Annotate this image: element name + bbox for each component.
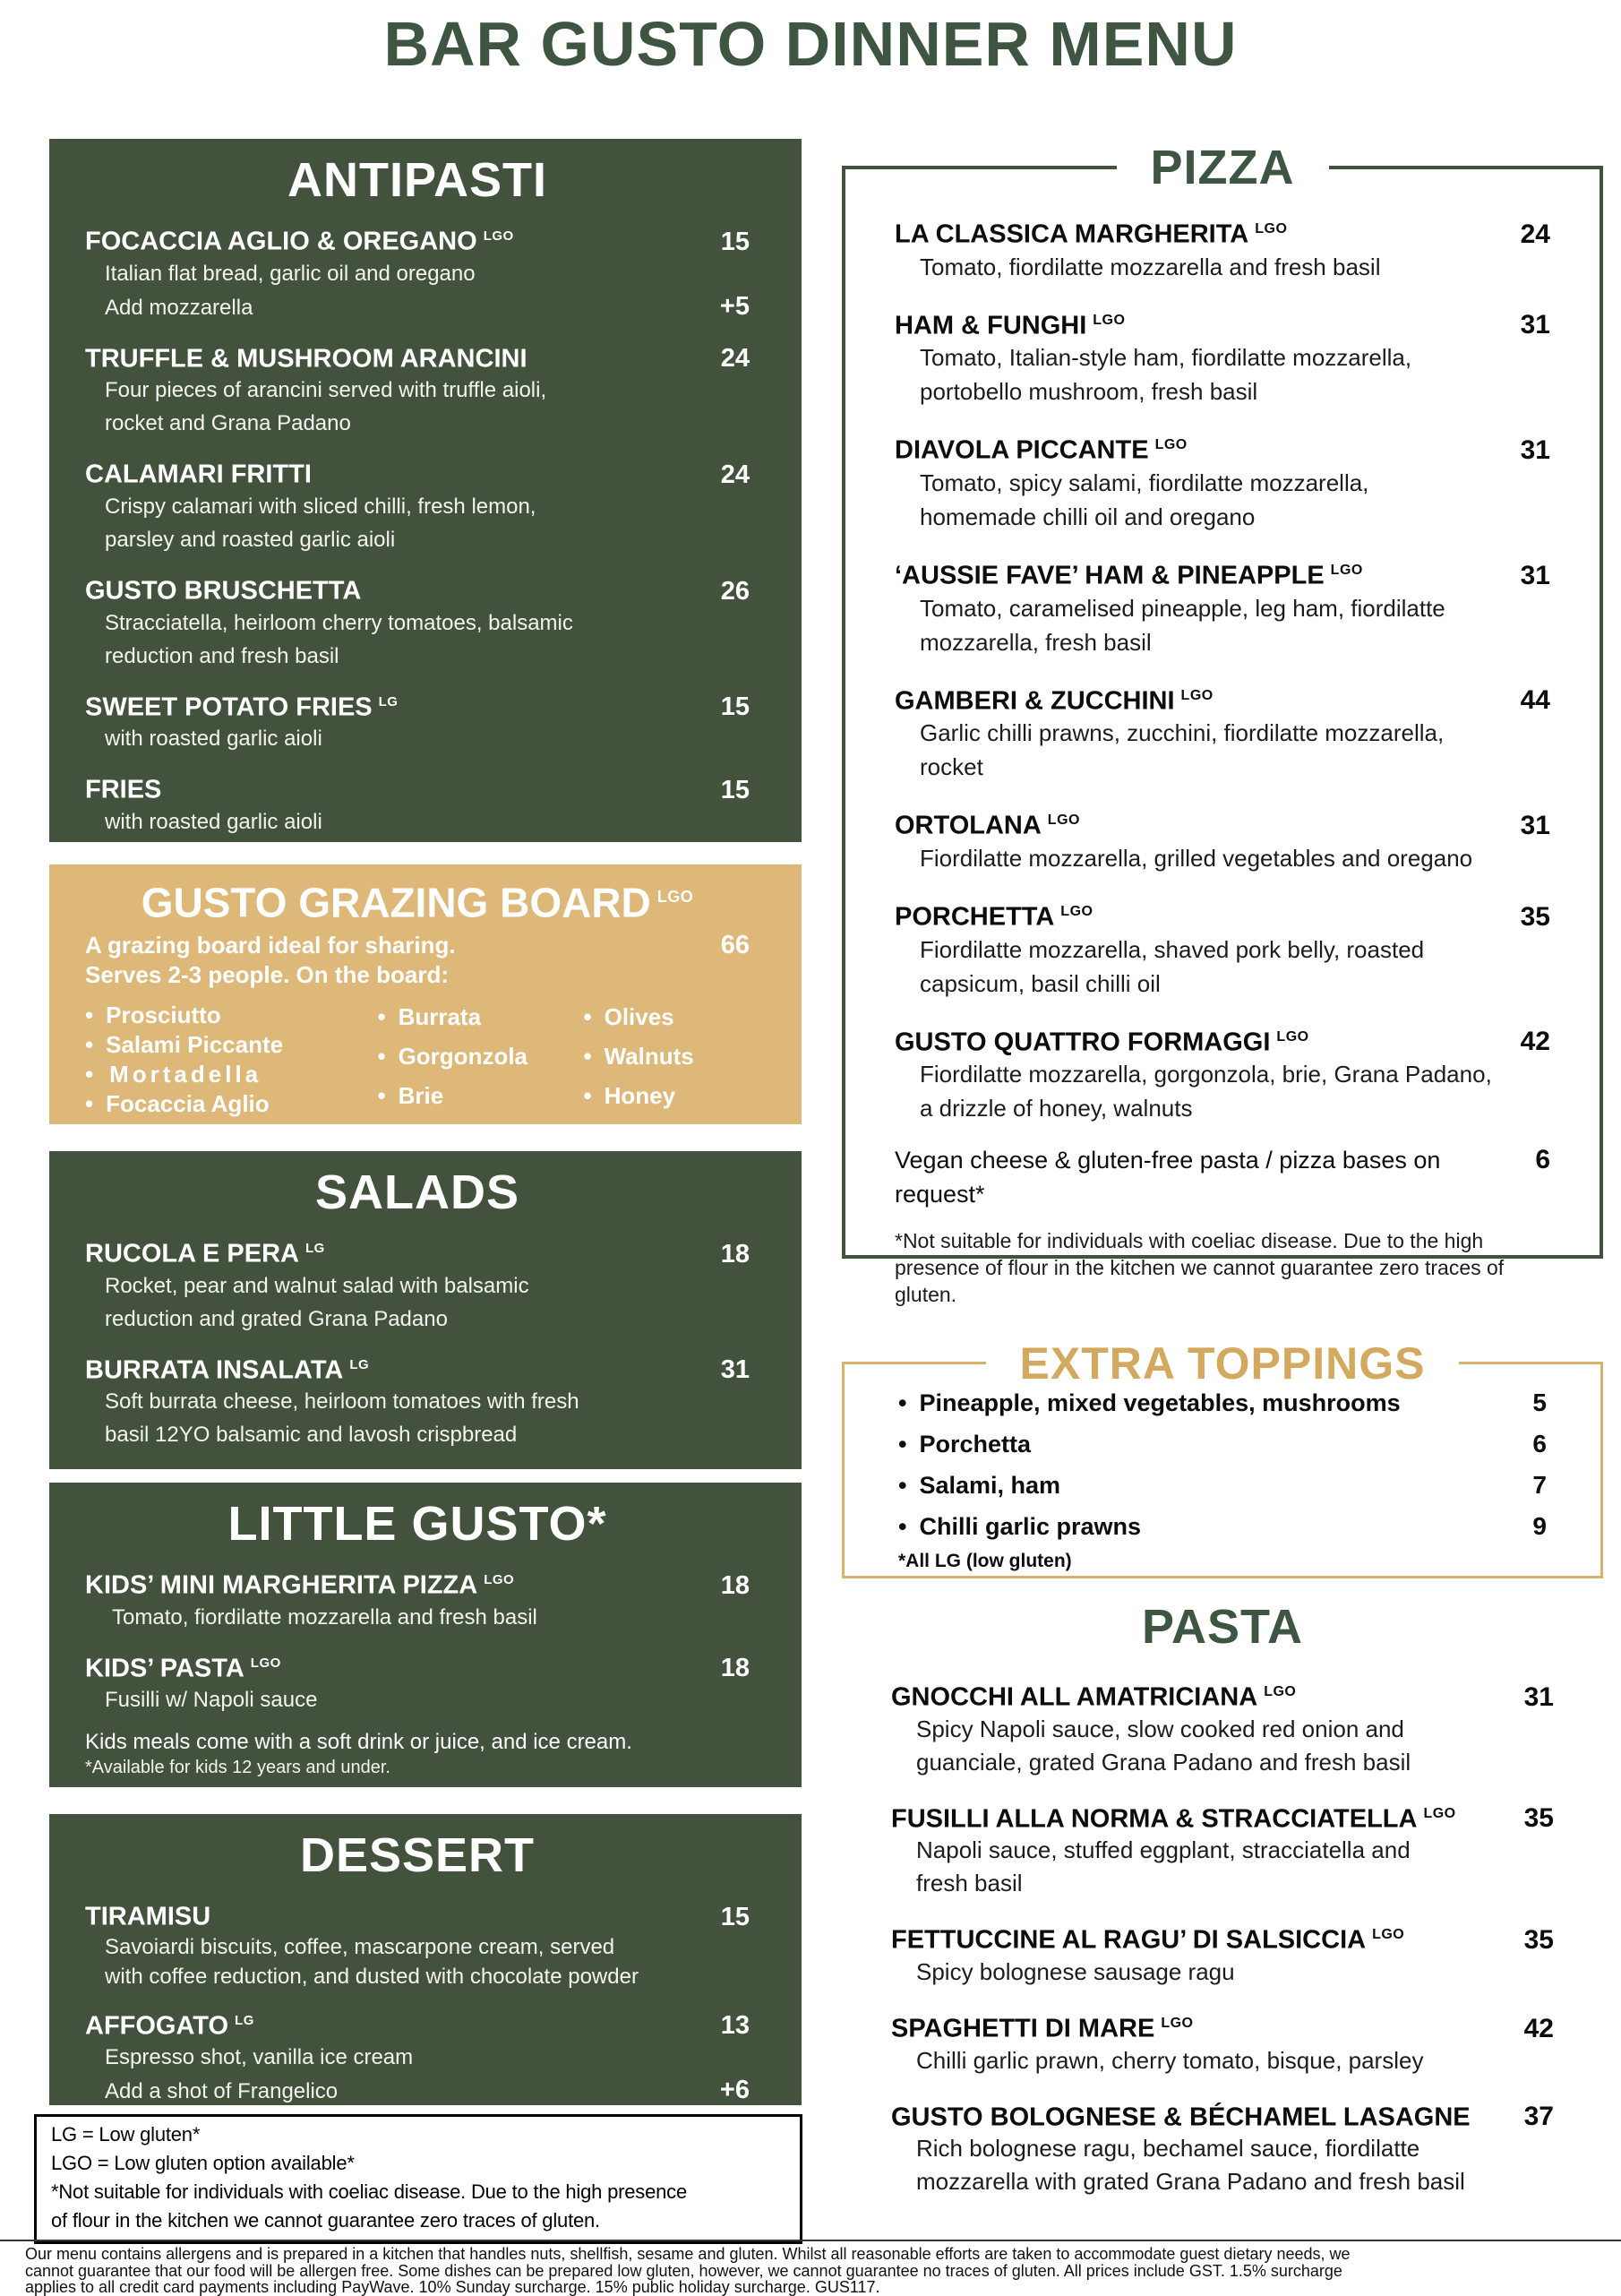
item-desc: parsley and roasted garlic aioli (105, 527, 396, 552)
item-desc: Rich bolognese ragu, bechamel sauce, fiordilatte (916, 2135, 1420, 2163)
item-name-text: FOCACCIA AGLIO & OREGANO (85, 227, 477, 256)
menu-item (895, 305, 1550, 409)
item-name-row (891, 1920, 1554, 1956)
item-name-row (895, 681, 1550, 717)
grazing-column (85, 1001, 377, 1119)
item-price: 35 (1523, 1803, 1554, 1834)
item-price: 42 (1520, 1027, 1550, 1057)
legend-line: LGO = Low gluten option available* (51, 2152, 355, 2174)
coeliac-note (895, 1227, 1550, 1308)
item-name (895, 555, 1363, 591)
item-desc: Italian flat bread, garlic oil and oregano (105, 261, 476, 286)
item-name-row (891, 1677, 1554, 1713)
allergen-footer (0, 2240, 1621, 2296)
item-name-text: HAM & FUNGHI (895, 311, 1087, 340)
item-desc-row (85, 805, 750, 838)
item-name-row (891, 1799, 1554, 1835)
item-desc-row (85, 1932, 750, 1962)
item-desc-row (85, 1683, 750, 1716)
coeliac-note-line: *Not suitable for individuals with coeliac disease. Due to the high (895, 1229, 1484, 1253)
diet-tag: LGO (1093, 312, 1126, 328)
item-desc-row (85, 1962, 750, 1991)
legend-line: LG = Low gluten* (51, 2123, 201, 2146)
item-name-row (85, 454, 750, 490)
item-desc: Fiordilatte mozzarella, gorgonzola, brie, Grana Padano, (920, 1061, 1492, 1088)
item-price: 31 (1520, 310, 1550, 340)
antipasti-heading: ANTIPASTI (287, 153, 547, 207)
pizza-heading-row (845, 140, 1600, 195)
item-name-row (85, 1648, 750, 1684)
diet-tag: LGO (1372, 1927, 1405, 1943)
item-name-row (891, 2008, 1554, 2044)
grazing-column (377, 1001, 583, 1119)
item-desc: Tomato, caramelised pineapple, leg ham, fiordilatte (920, 594, 1445, 622)
item-name-text: KIDS’ MINI MARGHERITA PIZZA (85, 1570, 478, 1600)
menu-item (895, 214, 1550, 284)
item-name-text: GUSTO BRUSCHETTA (85, 576, 362, 606)
item-desc: Chilli garlic prawn, cherry tomato, bisque, parsley (916, 2046, 1424, 2074)
menu-item (895, 681, 1550, 785)
footer-line: cannot guarantee that our food will be allergen free. Some dishes can be prepared low gluten, however, we cannot guarantee no traces of gluten. All prices include GST. 1.5% surcharge (25, 2261, 1342, 2280)
item-name-row (85, 687, 750, 723)
item-name-row (85, 1896, 750, 1932)
item-price: 18 (720, 1570, 750, 1600)
topping-row (898, 1423, 1547, 1465)
diet-tag: LGO (1276, 1028, 1309, 1045)
item-name (85, 1565, 514, 1601)
diet-tag: LGO (1423, 1805, 1456, 1821)
item-desc: a drizzle of honey, walnuts (920, 1095, 1193, 1122)
item-desc: Garlic chilli prawns, zucchini, fiordilatte mozzarella, (920, 719, 1445, 747)
item-name-text: FUSILLI ALLA NORMA & STRACCIATELLA (891, 1804, 1418, 1834)
item-desc-row (891, 1834, 1554, 1867)
item-name-row (85, 221, 750, 257)
menu-item (85, 571, 750, 673)
item-name (891, 1677, 1296, 1713)
board-item: • Prosciutto (85, 1001, 377, 1030)
item-price: 31 (1520, 434, 1550, 465)
section-salads (49, 1151, 802, 1469)
item-desc: portobello mushroom, fresh basil (920, 378, 1258, 406)
item-desc-row (895, 967, 1550, 1001)
item-desc-row (895, 1057, 1550, 1091)
grazing-desc-line: Serves 2-3 people. On the board: (85, 961, 449, 989)
item-desc-row (85, 1269, 750, 1303)
extra-toppings-heading-row (845, 1337, 1600, 1389)
board-item: • Olives (583, 1002, 750, 1032)
item-desc: Fiordilatte mozzarella, shaved pork belly, roasted (920, 935, 1425, 963)
kids-age-note: *Available for kids 12 years and under. (85, 1758, 390, 1778)
item-name-text: TIRAMISU (85, 1902, 211, 1931)
item-desc-row (891, 1867, 1554, 1900)
menu-item (895, 805, 1550, 875)
menu-item (85, 1565, 750, 1634)
item-desc: Savoiardi biscuits, coffee, mascarpone cream, served (105, 1934, 615, 1959)
item-name-row (85, 1234, 750, 1269)
menu-item (895, 555, 1550, 659)
item-price: 24 (1520, 219, 1550, 249)
item-name-text: RUCOLA E PERA (85, 1239, 299, 1268)
topping-price: 5 (1532, 1389, 1547, 1416)
item-name (895, 681, 1214, 717)
item-name-text: DIAVOLA PICCANTE (895, 435, 1149, 465)
item-name (85, 339, 534, 374)
item-name-text: LA CLASSICA MARGHERITA (895, 219, 1249, 249)
grazing-subtitle-row (85, 931, 750, 990)
item-desc: Tomato, Italian-style ham, fiordilatte mozzarella, (920, 344, 1412, 372)
item-name (85, 454, 318, 490)
item-price: 31 (1520, 560, 1550, 590)
menu-item (85, 1234, 750, 1336)
item-name-row (85, 1565, 750, 1601)
item-desc: Crispy calamari with sliced chilli, fresh lemon, (105, 494, 536, 519)
item-name-text: FRIES (85, 775, 162, 804)
board-item: • Mortadella (85, 1060, 377, 1089)
item-name-text: GUSTO BOLOGNESE & BÉCHAMEL LASAGNE (891, 2103, 1471, 2132)
topping-text: • Chilli garlic prawns (898, 1506, 1141, 1547)
menu-item (891, 1677, 1554, 1779)
item-name (85, 1896, 217, 1932)
vegan-request-text: Vegan cheese & gluten-free pasta / pizza bases on request* (895, 1147, 1441, 1208)
menu-item (85, 687, 750, 756)
item-name (85, 221, 514, 257)
item-desc: with roasted garlic aioli (105, 809, 322, 834)
pizza-heading: PIZZA (1117, 140, 1329, 195)
item-desc-row (895, 841, 1550, 875)
diet-tag: LGO (1047, 813, 1080, 829)
item-price: 42 (1523, 2013, 1554, 2043)
item-desc: with coffee reduction, and dusted with chocolate powder (105, 1964, 639, 1989)
board-item: • Burrata (377, 1002, 583, 1032)
item-desc: Espresso shot, vanilla ice cream (105, 2045, 414, 2070)
item-name-text: BURRATA INSALATA (85, 1355, 344, 1385)
grazing-price: 66 (720, 931, 750, 960)
item-desc-row (85, 1418, 750, 1451)
dessert-heading: DESSERT (299, 1828, 536, 1882)
section-grazing-board (49, 864, 802, 1124)
item-desc: Add a shot of Frangelico (105, 2079, 339, 2104)
item-name (85, 1648, 281, 1684)
item-desc-row (895, 591, 1550, 625)
item-desc-row (891, 1713, 1554, 1746)
item-name-text: GAMBERI & ZUCCHINI (895, 686, 1175, 716)
footer-line: Our menu contains allergens and is prepared in a kitchen that handles nuts, shellfish, sesame and gluten. Whilst all reasonable efforts are taken to accommodate guest dietary needs, we (25, 2245, 1351, 2263)
item-desc-row (891, 2132, 1554, 2165)
item-desc: mozzarella, fresh basil (920, 628, 1152, 656)
item-desc-row (85, 606, 750, 640)
menu-item (895, 430, 1550, 534)
item-price: 31 (720, 1355, 750, 1385)
section-extra-toppings (842, 1338, 1603, 1578)
item-desc-row (85, 2074, 750, 2108)
item-name (85, 770, 167, 805)
item-price: 15 (720, 692, 750, 722)
grazing-subtitle (85, 931, 456, 990)
item-desc-row (891, 2044, 1554, 2077)
item-name-row (891, 2097, 1554, 2133)
item-price: 35 (1520, 901, 1550, 932)
item-desc: Soft burrata cheese, heirloom tomatoes with fresh (105, 1389, 579, 1415)
item-price: 26 (720, 576, 750, 606)
item-desc-row (895, 1091, 1550, 1125)
item-desc-row (85, 722, 750, 755)
item-name-row (85, 770, 750, 805)
salads-heading: SALADS (314, 1165, 519, 1219)
item-name (85, 1350, 369, 1386)
item-name (895, 430, 1188, 466)
item-price: 24 (720, 460, 750, 489)
item-name-text: ORTOLANA (895, 811, 1042, 840)
item-desc-row (85, 374, 750, 407)
topping-price: 7 (1532, 1471, 1547, 1499)
item-price: 18 (720, 1239, 750, 1268)
item-desc-row (85, 407, 750, 440)
item-price: 15 (720, 775, 750, 804)
grazing-column (583, 1001, 750, 1119)
item-name-row (895, 897, 1550, 933)
item-name-row (895, 214, 1550, 250)
section-pasta (842, 1657, 1603, 2222)
menu-item (891, 1920, 1554, 1989)
item-desc: Add mozzarella (105, 295, 253, 320)
item-desc: reduction and grated Grana Padano (105, 1306, 448, 1331)
diet-tag: LGO (1060, 903, 1094, 919)
item-name-row (895, 1022, 1550, 1058)
item-name (891, 2008, 1193, 2044)
item-desc: rocket (920, 753, 983, 781)
item-name-row (895, 805, 1550, 841)
menu-item (895, 897, 1550, 1001)
item-name-row (85, 2006, 750, 2042)
diet-tag: LG (305, 1241, 325, 1256)
item-desc: reduction and fresh basil (105, 643, 339, 668)
topping-price: 9 (1532, 1512, 1547, 1540)
item-desc-row (891, 1746, 1554, 1779)
diet-tag: LGO (1264, 1684, 1297, 1699)
diet-tag: LGO (1255, 221, 1288, 236)
item-name-text: CALAMARI FRITTI (85, 460, 312, 489)
board-item: • Brie (377, 1081, 583, 1111)
item-name-text: AFFOGATO (85, 2011, 229, 2041)
topping-text: • Pineapple, mixed vegetables, mushrooms (898, 1382, 1401, 1423)
menu-item (85, 1896, 750, 1991)
coeliac-note-line: presence of flour in the kitchen we cannot guarantee zero traces of gluten. (895, 1256, 1505, 1307)
extra-toppings-heading: EXTRA TOPPINGS (986, 1337, 1460, 1389)
diet-tag: LGO (1330, 562, 1363, 578)
item-name-row (895, 430, 1550, 466)
gluten-legend-box (34, 2114, 802, 2244)
menu-item (85, 339, 750, 441)
diet-tag: LG (235, 2012, 254, 2028)
item-desc-row (85, 1385, 750, 1418)
board-item: • Honey (583, 1081, 750, 1111)
diet-tag: LGO (1161, 2015, 1194, 2031)
grazing-heading-text: GUSTO GRAZING BOARD (141, 879, 651, 926)
item-desc: Fiordilatte mozzarella, grilled vegetables and oregano (920, 844, 1473, 872)
item-desc-row (895, 374, 1550, 408)
item-name-row (895, 305, 1550, 341)
item-desc: Tomato, spicy salami, fiordilatte mozzarella, (920, 469, 1369, 496)
section-little-gusto (49, 1483, 802, 1787)
item-name-row (85, 571, 750, 606)
item-desc: Four pieces of arancini served with truffle aioli, (105, 378, 547, 403)
item-desc: guanciale, grated Grana Padano and fresh basil (916, 1748, 1411, 1776)
item-name (891, 2097, 1477, 2133)
item-price: 13 (720, 2011, 750, 2041)
section-dessert (49, 1814, 802, 2105)
item-name (891, 1799, 1456, 1835)
item-name (895, 214, 1287, 250)
diet-tag: LGO (656, 888, 694, 906)
item-desc-row (85, 1601, 750, 1634)
item-desc: capsicum, basil chilli oil (920, 969, 1161, 997)
toppings-note: *All LG (low gluten) (898, 1551, 1072, 1571)
item-name (895, 1022, 1309, 1058)
menu-item (891, 2097, 1554, 2199)
topping-row (898, 1506, 1547, 1547)
topping-row (898, 1465, 1547, 1506)
board-item: • Salami Piccante (85, 1030, 377, 1060)
legend-line: of flour in the kitchen we cannot guarantee zero traces of gluten. (51, 2209, 600, 2232)
kids-meal-note: Kids meals come with a soft drink or juice, and ice cream. (85, 1730, 632, 1755)
grazing-heading (85, 872, 750, 927)
menu-item (85, 1648, 750, 1717)
item-name (895, 305, 1125, 341)
diet-tag: LG (378, 693, 399, 709)
item-desc-row (85, 1303, 750, 1336)
menu-item (85, 2006, 750, 2109)
topping-text: • Salami, ham (898, 1465, 1060, 1506)
item-desc-row (895, 750, 1550, 784)
menu-item (85, 1350, 750, 1452)
item-name-text: GUSTO QUATTRO FORMAGGI (895, 1028, 1271, 1057)
item-desc-row (891, 2165, 1554, 2198)
item-desc-row (895, 340, 1550, 374)
addon-price: +6 (719, 2076, 750, 2105)
item-price: 15 (720, 1902, 750, 1931)
item-name (895, 805, 1080, 841)
item-price: 18 (720, 1654, 750, 1683)
board-item: • Gorgonzola (377, 1042, 583, 1071)
diet-tag: LGO (483, 228, 514, 244)
item-name-text: PORCHETTA (895, 902, 1055, 932)
item-desc-row (895, 933, 1550, 967)
item-desc: Fusilli w/ Napoli sauce (105, 1688, 318, 1713)
item-desc-row (895, 716, 1550, 750)
board-item: • Walnuts (583, 1042, 750, 1071)
diet-tag: LGO (1154, 437, 1188, 453)
item-desc: homemade chilli oil and oregano (920, 503, 1256, 530)
item-desc-row (85, 490, 750, 523)
item-desc-row (895, 500, 1550, 534)
item-desc: Tomato, fiordilatte mozzarella and fresh basil (112, 1604, 537, 1630)
item-desc: fresh basil (916, 1870, 1023, 1897)
section-pizza (842, 141, 1603, 1307)
item-price: 37 (1523, 2102, 1554, 2132)
item-price: 35 (1523, 1924, 1554, 1955)
menu-item (85, 770, 750, 838)
grazing-desc-line: A grazing board ideal for sharing. (85, 932, 456, 959)
item-desc: rocket and Grana Padano (105, 411, 351, 436)
item-name (85, 571, 367, 606)
item-desc: Spicy bolognese sausage ragu (916, 1957, 1235, 1985)
item-desc: Rocket, pear and walnut salad with balsamic (105, 1273, 529, 1298)
menu-item (895, 1022, 1550, 1126)
menu-item (891, 1799, 1554, 1901)
item-name-row (895, 555, 1550, 591)
item-name-text: SWEET POTATO FRIES (85, 692, 373, 722)
menu-item (85, 454, 750, 556)
item-price: 44 (1520, 685, 1550, 716)
little-gusto-heading: LITTLE GUSTO* (227, 1497, 607, 1551)
diet-tag: LG (349, 1356, 370, 1372)
vegan-request-price: 6 (1535, 1145, 1550, 1175)
item-name (85, 1234, 325, 1269)
diet-tag: LGO (250, 1655, 281, 1671)
item-price: 24 (720, 344, 750, 374)
item-name-text: TRUFFLE & MUSHROOM ARANCINI (85, 344, 527, 374)
item-name-text: FETTUCCINE AL RAGU’ DI SALSICCIA (891, 1925, 1367, 1955)
item-name-text: KIDS’ PASTA (85, 1654, 244, 1683)
item-name-row (85, 339, 750, 374)
topping-price: 6 (1532, 1430, 1547, 1458)
diet-tag: LGO (1180, 687, 1214, 703)
item-desc-row (895, 250, 1550, 284)
menu-item (891, 2008, 1554, 2077)
item-desc-row (891, 1956, 1554, 1989)
vegan-request-row (895, 1143, 1550, 1211)
item-desc: Spicy Napoli sauce, slow cooked red onion and (916, 1715, 1404, 1742)
menu-item (85, 221, 750, 324)
pasta-heading: PASTA (1142, 1600, 1303, 1654)
item-desc-row (85, 257, 750, 290)
item-desc-row (85, 640, 750, 673)
item-name-text: SPAGHETTI DI MARE (891, 2014, 1155, 2043)
item-desc-row (85, 523, 750, 556)
legend-line: *Not suitable for individuals with coeliac disease. Due to the high presence (51, 2180, 687, 2203)
item-price: 15 (720, 227, 750, 256)
item-desc-row (85, 290, 750, 324)
topping-text: • Porchetta (898, 1423, 1031, 1465)
footer-line: applies to all credit card payments including PayWave. 10% Sunday surcharge. 15% public holiday surcharge. GUS117. (25, 2278, 880, 2296)
item-desc-row (895, 466, 1550, 500)
item-name-row (85, 1350, 750, 1386)
section-antipasti (49, 139, 802, 842)
item-price: 31 (1523, 1681, 1554, 1712)
item-name-text: GNOCCHI ALL AMATRICIANA (891, 1682, 1258, 1712)
board-item: • Focaccia Aglio (85, 1089, 377, 1119)
item-desc: Tomato, fiordilatte mozzarella and fresh basil (920, 253, 1381, 280)
item-desc: mozzarella with grated Grana Padano and fresh basil (916, 2168, 1465, 2196)
page-title: BAR GUSTO DINNER MENU (383, 9, 1238, 79)
item-desc: basil 12YO balsamic and lavosh crispbread (105, 1423, 518, 1448)
addon-price: +5 (719, 291, 750, 321)
item-name (85, 687, 398, 723)
grazing-columns (85, 1001, 750, 1119)
item-name-text: ‘AUSSIE FAVE’ HAM & PINEAPPLE (895, 561, 1325, 590)
item-name (895, 897, 1093, 933)
item-name (85, 2006, 254, 2042)
item-desc: with roasted garlic aioli (105, 727, 322, 752)
item-desc: Napoli sauce, stuffed eggplant, stracciatella and (916, 1836, 1411, 1864)
item-name (891, 1920, 1404, 1956)
diet-tag: LGO (484, 1572, 515, 1587)
item-desc-row (895, 625, 1550, 659)
item-desc: Stracciatella, heirloom cherry tomatoes, balsamic (105, 610, 573, 635)
item-price: 31 (1520, 810, 1550, 840)
item-desc-row (85, 2041, 750, 2074)
